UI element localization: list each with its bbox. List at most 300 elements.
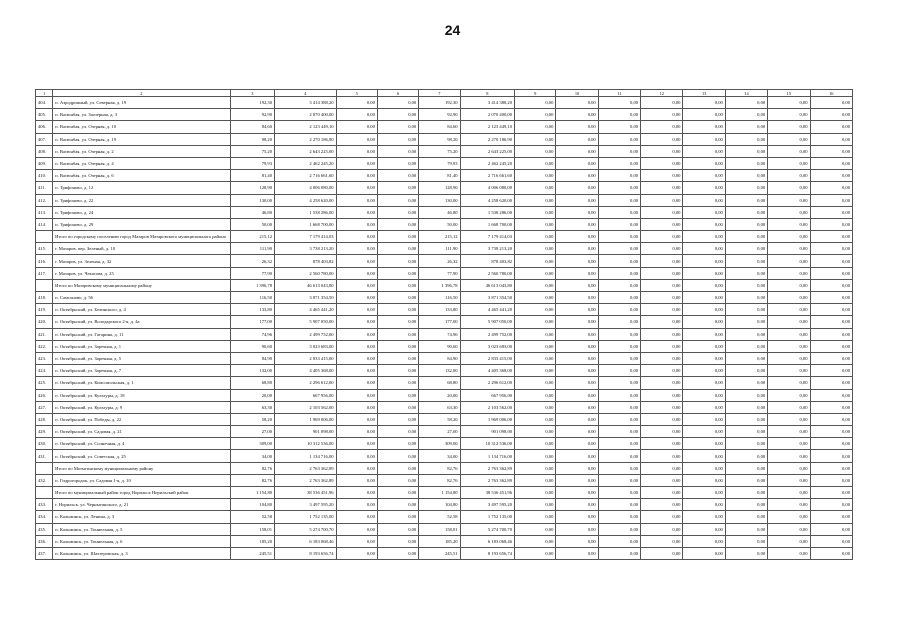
value-cell: 2 270 186,90 [460,133,514,145]
value-cell: 0,00 [515,511,556,523]
value-cell: 0,00 [683,365,725,377]
value-cell: 0,00 [377,462,418,474]
value-cell: 0,00 [598,292,640,304]
value-cell: 0,00 [768,474,810,486]
address-cell: п. Октябрьский, ул. Заречная, д. 7 [53,365,231,377]
value-cell: 0,00 [725,121,767,133]
address-cell: п. Октябрьский, ул. Заречная, д. 5 [53,352,231,364]
value-cell: 0,00 [598,255,640,267]
table-row [36,413,853,425]
value-cell: 0,00 [377,328,418,340]
value-cell: 38 536 451,96 [275,487,337,499]
value-cell: 82,76 [419,462,460,474]
value-cell: 0,00 [810,316,852,328]
value-cell: 0,00 [598,279,640,291]
value-cell: 0,00 [377,547,418,559]
value-cell: 0,00 [768,279,810,291]
value-cell: 0,00 [556,121,598,133]
value-cell: 0,00 [641,426,683,438]
value-cell: 0,00 [768,535,810,547]
value-cell: 0,00 [598,145,640,157]
value-cell: 2 296 612,00 [275,377,337,389]
value-cell: 0,00 [725,194,767,206]
value-cell: 0,00 [683,535,725,547]
value-cell: 20,00 [230,389,274,401]
value-cell: 0,00 [336,109,377,121]
value-cell: 0,00 [810,328,852,340]
row-number: 417. [36,267,53,279]
value-cell: 0,00 [641,145,683,157]
table-row [36,292,853,304]
value-cell: 0,00 [683,487,725,499]
address-cell: п. Васюнбая, ул. Заозерная, д. 3 [53,109,231,121]
row-number: 416. [36,255,53,267]
value-cell: 0,00 [515,462,556,474]
row-number: 425. [36,377,53,389]
value-cell: 0,00 [641,316,683,328]
address-cell: г. Мазаров, ул. Чекасова, д. 25 [53,267,231,279]
value-cell: 4 258 620,00 [275,194,337,206]
value-cell: 0,00 [641,206,683,218]
value-cell: 128,90 [419,182,460,194]
value-cell: 0,00 [515,133,556,145]
value-cell: 10 312 536,00 [460,438,514,450]
value-cell: 0,00 [377,255,418,267]
value-cell: 0,00 [598,170,640,182]
value-cell: 0,00 [768,413,810,425]
value-cell: 2 070 400,00 [460,109,514,121]
value-cell: 0,00 [377,535,418,547]
address-cell: п. Октябрьский, ул. Победы, д. 22 [53,413,231,425]
value-cell: 2 716 661,60 [275,170,337,182]
value-cell: 0,00 [725,438,767,450]
value-cell: 0,00 [515,279,556,291]
value-cell: 84,60 [230,121,274,133]
value-cell: 0,00 [377,426,418,438]
value-cell: 0,00 [725,182,767,194]
column-number: 13 [683,90,725,97]
value-cell: 0,00 [515,328,556,340]
value-cell: 0,00 [336,547,377,559]
table-row [36,499,853,511]
value-cell: 0,00 [683,206,725,218]
row-number [36,231,53,243]
value-cell: 0,00 [377,511,418,523]
value-cell: 0,00 [641,243,683,255]
value-cell: 0,00 [768,426,810,438]
row-number: 408. [36,145,53,157]
value-cell: 0,00 [598,267,640,279]
value-cell: 0,00 [598,352,640,364]
row-number [36,279,53,291]
table-row [36,340,853,352]
address-cell: п. Кальминск, ул. Тоннельная, д. 6 [53,535,231,547]
value-cell: 74,96 [230,328,274,340]
address-cell: п. Васюнбая, ул. Озерная, д. 6 [53,170,231,182]
value-cell: 0,00 [683,267,725,279]
address-cell: п. Кальминск, ул. Ленина, д. 3 [53,511,231,523]
value-cell: 0,00 [683,133,725,145]
value-cell: 878 403,82 [275,255,337,267]
value-cell: 0,00 [336,328,377,340]
value-cell: 309,00 [419,438,460,450]
value-cell: 133,80 [419,304,460,316]
value-cell: 2 462 245,20 [460,157,514,169]
value-cell: 0,00 [641,340,683,352]
value-cell: 0,00 [515,170,556,182]
row-number: 430. [36,438,53,450]
value-cell: 1 396,78 [230,279,274,291]
table-row [36,450,853,462]
value-cell: 0,00 [810,340,852,352]
value-cell: 245,51 [230,547,274,559]
value-cell: 0,00 [641,279,683,291]
value-cell: 3 023 683,00 [275,340,337,352]
row-number: 423. [36,352,53,364]
value-cell: 5 907 050,00 [275,316,337,328]
value-cell: 2 103 562,00 [275,401,337,413]
value-cell: 0,00 [598,304,640,316]
value-cell: 0,00 [515,194,556,206]
address-cell: п. Октябрьский, ул. Гагарина, д. 11 [53,328,231,340]
value-cell: 0,00 [556,365,598,377]
data-table [35,89,853,560]
value-cell: 0,00 [598,157,640,169]
value-cell: 0,00 [336,157,377,169]
value-cell: 0,00 [336,279,377,291]
value-cell: 0,00 [683,377,725,389]
value-cell: 0,00 [556,255,598,267]
row-number: 414. [36,218,53,230]
value-cell: 0,00 [683,462,725,474]
value-cell: 0,00 [683,182,725,194]
row-number [36,487,53,499]
value-cell: 0,00 [336,389,377,401]
value-cell: 7 179 414,03 [460,231,514,243]
value-cell: 50,00 [230,218,274,230]
value-cell: 0,00 [515,267,556,279]
value-cell: 2 643 225,00 [460,145,514,157]
value-cell: 0,00 [336,401,377,413]
value-cell: 0,00 [768,389,810,401]
address-cell: г. Мазаров, ул. Зеленая, д. 32 [53,255,231,267]
value-cell: 0,00 [515,182,556,194]
value-cell: 0,00 [556,487,598,499]
value-cell: 77,90 [419,267,460,279]
address-cell: г. Мазаров, пер. Зеленый, д. 10 [53,243,231,255]
value-cell: 3 023 683,00 [460,340,514,352]
value-cell: 0,00 [336,535,377,547]
value-cell: 0,00 [556,316,598,328]
value-cell: 0,00 [810,450,852,462]
value-cell: 4 465 441,20 [460,304,514,316]
row-number: 407. [36,133,53,145]
column-number: 3 [230,90,274,97]
value-cell: 0,00 [377,487,418,499]
table-row [36,389,853,401]
value-cell: 0,00 [641,389,683,401]
column-number: 16 [810,90,852,97]
value-cell: 0,00 [725,243,767,255]
value-cell: 0,00 [725,304,767,316]
value-cell: 2 462 245,20 [275,157,337,169]
value-cell: 0,00 [768,206,810,218]
address-cell: п. Гидрогородок, ул. Садовая 1-я, д. 10 [53,474,231,486]
value-cell: 0,00 [768,255,810,267]
value-cell: 0,00 [810,182,852,194]
value-cell: 0,00 [598,438,640,450]
value-cell: 0,00 [641,401,683,413]
value-cell: 0,00 [810,389,852,401]
value-cell: 3 738 213,20 [275,243,337,255]
value-cell: 77,90 [230,267,274,279]
value-cell: 0,00 [336,462,377,474]
value-cell: 0,00 [725,535,767,547]
value-cell: 52,58 [230,511,274,523]
value-cell: 901 098,00 [460,426,514,438]
value-cell: 111,90 [419,243,460,255]
value-cell: 177,00 [419,316,460,328]
value-cell: 0,00 [515,109,556,121]
value-cell: 133,80 [230,304,274,316]
value-cell: 0,00 [377,352,418,364]
address-cell: п. Октябрьский, ул. Володарского 2-я, д. 4а [53,316,231,328]
value-cell: 0,00 [725,499,767,511]
value-cell: 0,00 [556,218,598,230]
value-cell: 2 763 362,89 [275,474,337,486]
value-cell: 0,00 [377,316,418,328]
value-cell: 0,00 [768,231,810,243]
value-cell: 63,30 [230,401,274,413]
value-cell: 0,00 [515,377,556,389]
value-cell: 0,00 [515,426,556,438]
value-cell: 98,20 [419,133,460,145]
address-cell: п. Октябрьский, ул. Белинского, д. 4 [53,304,231,316]
value-cell: 0,00 [683,352,725,364]
value-cell: 0,00 [683,389,725,401]
value-cell: 0,00 [598,243,640,255]
value-cell: 309,00 [230,438,274,450]
value-cell: 0,00 [377,170,418,182]
value-cell: 2 763 362,89 [275,462,337,474]
value-cell: 0,00 [810,133,852,145]
value-cell: 75,20 [419,145,460,157]
value-cell: 0,00 [810,304,852,316]
value-cell: 0,00 [768,170,810,182]
value-cell: 0,00 [768,401,810,413]
row-number: 434. [36,511,53,523]
value-cell: 2 103 562,00 [460,401,514,413]
value-cell: 0,00 [768,438,810,450]
value-cell: 0,00 [377,279,418,291]
value-cell: 0,00 [377,438,418,450]
value-cell: 0,00 [683,121,725,133]
table-row [36,426,853,438]
value-cell: 0,00 [336,499,377,511]
value-cell: 0,00 [556,170,598,182]
column-number: 1 [36,90,53,97]
value-cell: 0,00 [598,340,640,352]
table-row [36,182,853,194]
row-number: 410. [36,170,53,182]
value-cell: 4 006 080,00 [275,182,337,194]
value-cell: 0,00 [377,145,418,157]
value-cell: 0,00 [641,97,683,109]
value-cell: 0,00 [515,413,556,425]
value-cell: 0,00 [768,97,810,109]
value-cell: 0,00 [336,121,377,133]
column-number: 4 [275,90,337,97]
value-cell: 82,76 [230,474,274,486]
value-cell: 0,00 [768,145,810,157]
value-cell: 79,93 [419,157,460,169]
value-cell: 46,80 [419,206,460,218]
value-cell: 4 258 620,00 [460,194,514,206]
value-cell: 0,00 [683,145,725,157]
value-cell: 0,00 [810,206,852,218]
value-cell: 63,30 [419,401,460,413]
value-cell: 92,90 [230,109,274,121]
column-number: 7 [419,90,460,97]
value-cell: 0,00 [336,365,377,377]
value-cell: 0,00 [683,523,725,535]
table-row [36,535,853,547]
value-cell: 0,00 [336,523,377,535]
value-cell: 215,12 [230,231,274,243]
value-cell: 0,00 [810,499,852,511]
value-cell: 0,00 [641,535,683,547]
column-number-row [36,90,853,97]
value-cell: 0,00 [725,401,767,413]
row-number: 433. [36,499,53,511]
value-cell: 0,00 [515,121,556,133]
value-cell: 92,90 [419,109,460,121]
value-cell: 0,00 [556,194,598,206]
value-cell: 1 752 135,00 [275,511,337,523]
value-cell: 0,00 [768,133,810,145]
row-number: 420. [36,316,53,328]
value-cell: 0,00 [725,365,767,377]
value-cell: 0,00 [725,511,767,523]
address-cell: г. Норильск, ул. Черныгинского, д. 21 [53,499,231,511]
value-cell: 0,00 [556,267,598,279]
row-number: 429. [36,426,53,438]
value-cell: 0,00 [683,218,725,230]
value-cell: 82,76 [230,462,274,474]
value-cell: 0,00 [641,352,683,364]
value-cell: 0,00 [683,170,725,182]
value-cell: 82,76 [419,474,460,486]
value-cell: 0,00 [641,121,683,133]
value-cell: 0,00 [556,328,598,340]
table-row [36,547,853,559]
subtotal-row [36,231,853,243]
value-cell: 0,00 [768,462,810,474]
value-cell: 878 403,82 [460,255,514,267]
value-cell: 0,00 [598,426,640,438]
value-cell: 0,00 [768,377,810,389]
value-cell: 0,00 [336,145,377,157]
value-cell: 5 907 050,00 [460,316,514,328]
table-row [36,206,853,218]
value-cell: 0,00 [683,328,725,340]
value-cell: 20,00 [419,389,460,401]
value-cell: 0,00 [598,450,640,462]
value-cell: 0,00 [556,377,598,389]
value-cell: 0,00 [515,316,556,328]
value-cell: 0,00 [377,121,418,133]
value-cell: 3 497 595,20 [275,499,337,511]
value-cell: 0,00 [683,316,725,328]
value-cell: 116,50 [419,292,460,304]
value-cell: 4 465 441,20 [275,304,337,316]
value-cell: 5 274 700,70 [460,523,514,535]
value-cell: 128,90 [230,182,274,194]
table-row [36,304,853,316]
value-cell: 0,00 [725,133,767,145]
value-cell: 1 134 716,00 [275,450,337,462]
table-row [36,328,853,340]
row-number: 412. [36,194,53,206]
address-cell: п. Кальминск, ул. Тоннельная, д. 5 [53,523,231,535]
value-cell: 0,00 [377,157,418,169]
value-cell: 0,00 [377,450,418,462]
value-cell: 0,00 [377,401,418,413]
value-cell: 1 134 716,00 [460,450,514,462]
value-cell: 0,00 [515,352,556,364]
value-cell: 0,00 [336,487,377,499]
value-cell: 84,60 [419,121,460,133]
value-cell: 3 738 213,20 [460,243,514,255]
value-cell: 0,00 [556,426,598,438]
value-cell: 0,00 [725,292,767,304]
value-cell: 0,00 [810,413,852,425]
value-cell: 0,00 [641,462,683,474]
value-cell: 0,00 [556,206,598,218]
value-cell: 0,00 [336,511,377,523]
value-cell: 0,00 [336,426,377,438]
value-cell: 0,00 [377,133,418,145]
table-row [36,352,853,364]
value-cell: 901 098,00 [275,426,337,438]
subtotal-label: Итого по Мазаровскому муниципальному району [53,279,231,291]
value-cell: 0,00 [377,292,418,304]
row-number: 428. [36,413,53,425]
value-cell: 0,00 [641,255,683,267]
value-cell: 34,00 [230,450,274,462]
value-cell: 0,00 [683,547,725,559]
value-cell: 2 123 449,10 [275,121,337,133]
value-cell: 0,00 [515,401,556,413]
address-cell: п. Октябрьский, ул. Культуры, д. 18 [53,389,231,401]
value-cell: 0,00 [598,328,640,340]
table-row [36,121,853,133]
address-cell: п. Октябрьский, ул. Садовая, д. 21 [53,426,231,438]
value-cell: 0,00 [810,255,852,267]
value-cell: 0,00 [556,157,598,169]
value-cell: 0,00 [336,170,377,182]
column-number: 2 [53,90,231,97]
value-cell: 0,00 [641,304,683,316]
value-cell: 0,00 [556,182,598,194]
value-cell: 0,00 [377,182,418,194]
value-cell: 84,90 [230,352,274,364]
value-cell: 0,00 [515,474,556,486]
value-cell: 0,00 [683,413,725,425]
value-cell: 215,12 [419,231,460,243]
value-cell: 0,00 [515,389,556,401]
value-cell: 0,00 [768,523,810,535]
